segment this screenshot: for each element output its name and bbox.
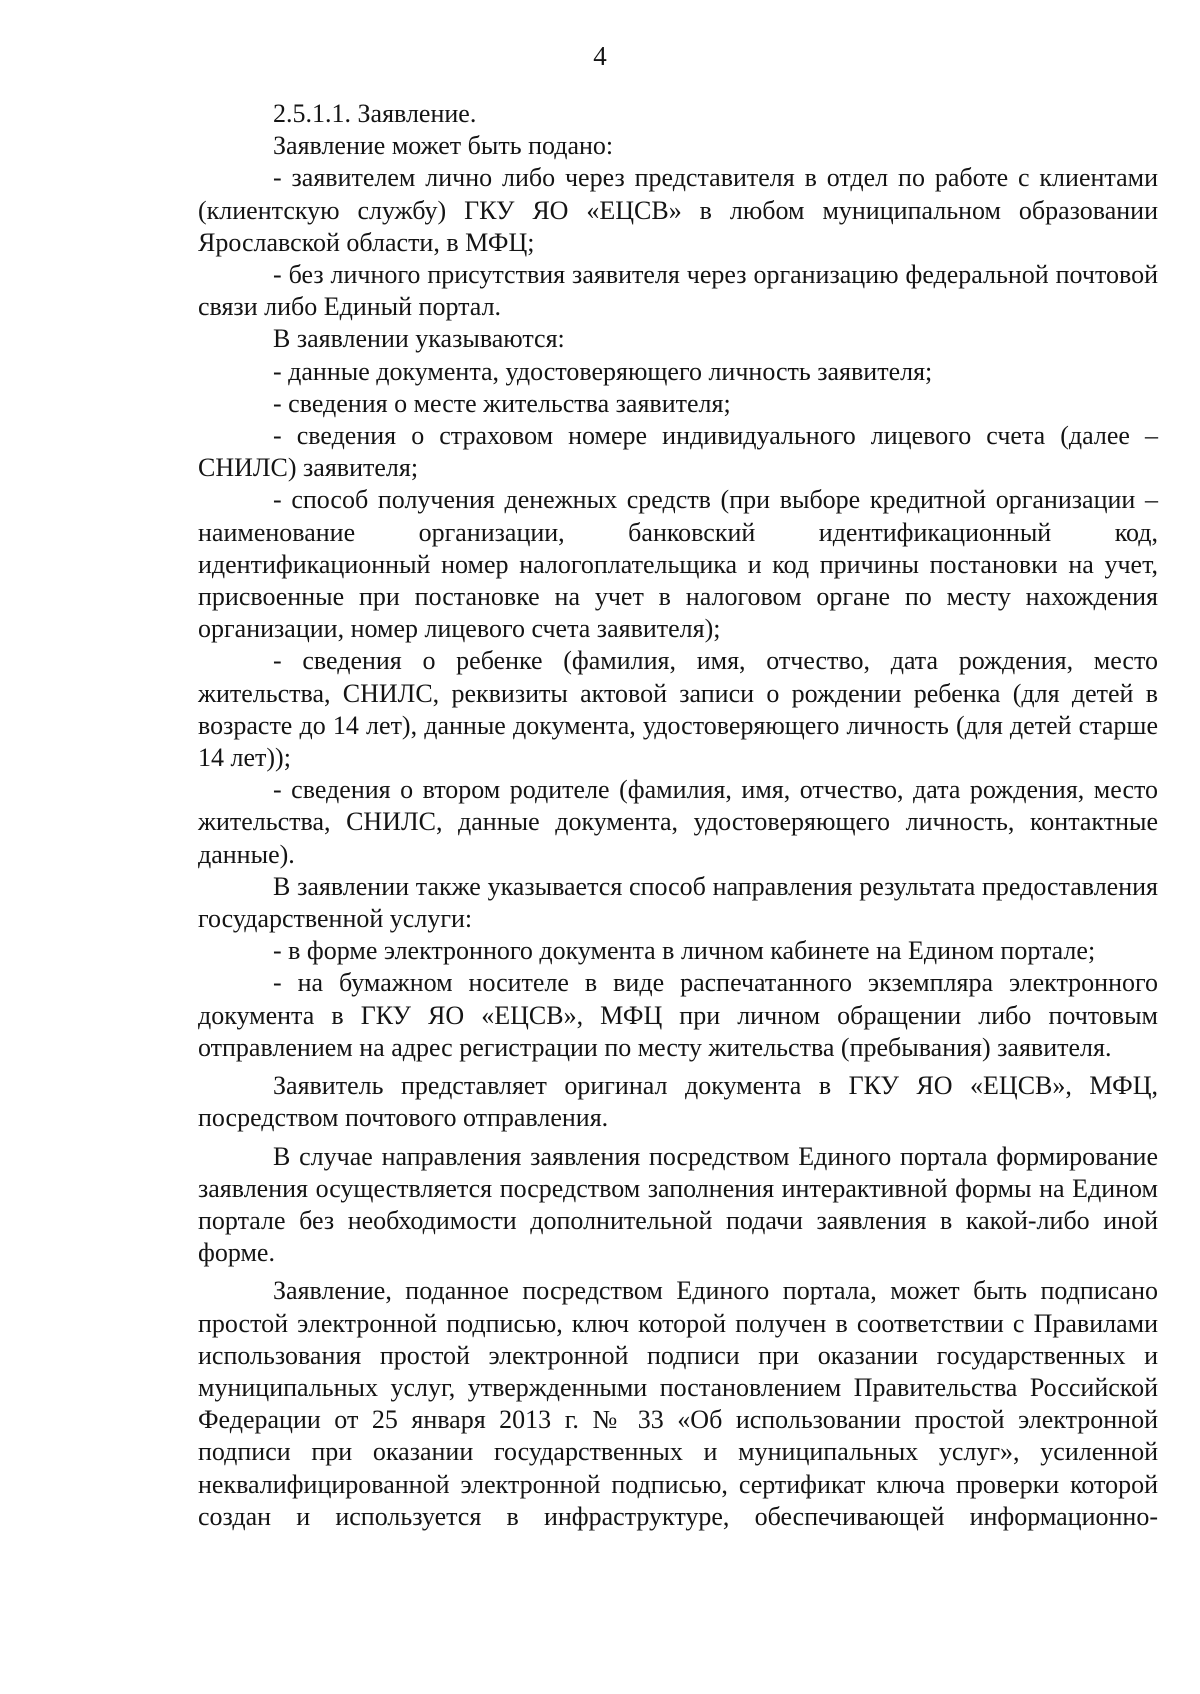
paragraph: В заявлении указываются:: [273, 324, 565, 354]
list-item: - сведения о месте жительства заявителя;: [273, 388, 731, 418]
document-body: [198, 98, 1158, 1533]
list-item: - на бумажном носителе в виде распечатанного экземпляра электронного документа в ГКУ ЯО «ЕЦСВ», МФЦ при личном обращении либо почтовым отправлением на адрес регистрации по месту жительства (пребывания) заявителя.: [198, 968, 1158, 1062]
list-item: - в форме электронного документа в личном кабинете на Едином портале;: [273, 936, 1096, 966]
list-item: - сведения о ребенке (фамилия, имя, отчество, дата рождения, место жительства, СНИЛС, реквизиты актовой записи о рождении ребенка (для детей в возрасте до 14 лет), данные документа, удостоверяющего личность (для детей старше 14 лет));: [198, 646, 1158, 773]
list-item: - без личного присутствия заявителя через организацию федеральной почтовой связи либо Единый портал.: [198, 260, 1158, 322]
list-item: - сведения о втором родителе (фамилия, имя, отчество, дата рождения, место жительства, СНИЛС, данные документа, удостоверяющего личность, контактные данные).: [198, 775, 1158, 869]
paragraph: В заявлении также указывается способ направления результата предоставления государственной услуги:: [198, 871, 1158, 934]
list-item: - сведения о страховом номере индивидуального лицевого счета (далее – СНИЛС) заявителя;: [198, 421, 1158, 483]
section-heading: 2.5.1.1. Заявление.: [273, 99, 477, 128]
list-item: - данные документа, удостоверяющего личность заявителя;: [273, 356, 933, 386]
paragraph: Заявитель представляет оригинал документа в ГКУ ЯО «ЕЦСВ», МФЦ, посредством почтового отправления.: [198, 1071, 1158, 1133]
list-item: - заявителем лично либо через представителя в отдел по работе с клиентами (клиентскую службу) ГКУ ЯО «ЕЦСВ» в любом муниципальном образовании Ярославской области, в МФЦ;: [198, 163, 1158, 257]
page-number: 4: [593, 41, 607, 71]
paragraph: Заявление может быть подано:: [273, 131, 614, 161]
paragraph: Заявление, поданное посредством Единого портала, может быть подписано простой электронной подписью, ключ которой получен в соответствии с Правилами использования простой электронной подписи при оказании государственных и муниципальных услуг, утвержденными постановлением Правительства Российской Федерации от 25 января 2013 г. № 33 «Об использовании простой электронной подписи при оказании государственных и муниципальных услуг», усиленной неквалифицированной электронной подписью, сертификат ключа проверки которой создан и используется в инфраструктуре, обеспечивающей информационно-: [198, 1276, 1158, 1531]
list-item: - способ получения денежных средств (при выборе кредитной организации – наименование организации, банковский идентификационный код, идентификационный номер налогоплательщика и код причины постановки на учет, присвоенные при постановке на учет в налоговом органе по месту нахождения организации, номер лицевого счета заявителя);: [198, 485, 1158, 644]
paragraph: В случае направления заявления посредством Единого портала формирование заявления осуществляется посредством заполнения интерактивной формы на Едином портале без необходимости дополнительной подачи заявления в какой-либо иной форме.: [198, 1141, 1158, 1268]
